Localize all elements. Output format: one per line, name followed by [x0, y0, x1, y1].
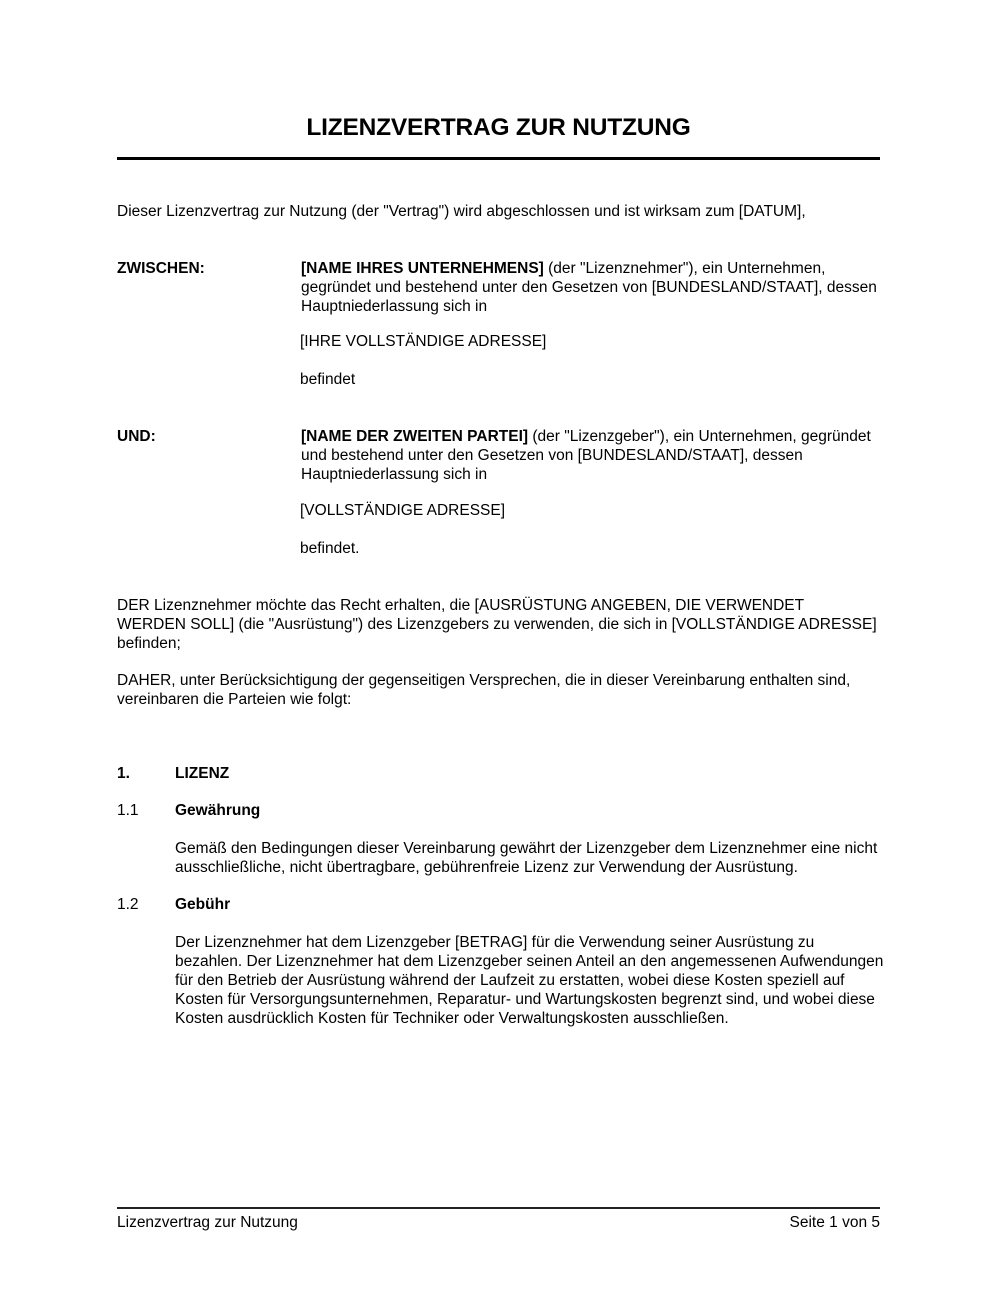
party-1-text: (der "Lizenznehmer"), ein Unternehmen, gegründet und bestehend unter den Gesetzen von [BUNDESLAND/STAAT], dessen Hauptniederlassung sich in: [301, 260, 877, 315]
party-label-zwischen: ZWISCHEN:: [117, 260, 205, 277]
party-2-closing: befindet.: [300, 540, 360, 557]
recital-paragraph-1: DER Lizenznehmer möchte das Recht erhalten, die [AUSRÜSTUNG ANGEBEN, DIE VERWENDET WERDEN SOLL] (die "Ausrüstung") des Lizenzgebers zu verwenden, die sich in [VOLLSTÄNDIGE ADRESSE] befinden;: [117, 597, 877, 652]
intro-paragraph: Dieser Lizenzvertrag zur Nutzung (der "Vertrag") wird abgeschlossen und ist wirksam zum [DATUM],: [117, 203, 806, 220]
party-2-address: [VOLLSTÄNDIGE ADRESSE]: [300, 502, 506, 519]
subsection-1-1-title: Gewährung: [175, 802, 261, 819]
section-1-title: LIZENZ: [175, 765, 230, 782]
document-title: LIZENZVERTRAG ZUR NUTZUNG: [306, 114, 691, 141]
subsection-1-2-title: Gebühr: [175, 896, 231, 913]
recital-paragraph-2: DAHER, unter Berücksichtigung der gegenseitigen Versprechen, die in dieser Vereinbarung enthalten sind, vereinbaren die Parteien wie folgt:: [117, 672, 851, 708]
party-2-description: [301, 427, 881, 484]
party-1-closing: befindet: [300, 371, 356, 388]
subsection-1-1-number: 1.1: [117, 802, 139, 819]
footer-page-number: Seite 1 von 5: [789, 1214, 880, 1231]
footer-document-name: Lizenzvertrag zur Nutzung: [117, 1214, 298, 1231]
party-2-text: (der "Lizenzgeber"), ein Unternehmen, gegründet und bestehend unter den Gesetzen von [BUNDESLAND/STAAT], dessen Hauptniederlassung sich in: [301, 428, 871, 483]
title-divider: [117, 157, 880, 160]
party-1-address: [IHRE VOLLSTÄNDIGE ADRESSE]: [300, 333, 547, 350]
subsection-1-1-text: Gemäß den Bedingungen dieser Vereinbarung gewährt der Lizenzgeber dem Lizenznehmer eine nicht ausschließliche, nicht übertragbare, gebührenfreie Lizenz zur Verwendung der Ausrüstung.: [175, 840, 878, 876]
party-2-name: [NAME DER ZWEITEN PARTEI]: [301, 428, 529, 445]
section-1-number: 1.: [117, 765, 130, 782]
subsection-1-2-number: 1.2: [117, 896, 139, 913]
party-1-name: [NAME IHRES UNTERNEHMENS]: [301, 260, 544, 277]
subsection-1-2-text: Der Lizenznehmer hat dem Lizenzgeber [BETRAG] für die Verwendung seiner Ausrüstung zu bezahlen. Der Lizenznehmer hat dem Lizenzgeber seinen Anteil an den angemessenen Aufwendungen für den Betrieb der Ausrüstung während der Laufzeit zu erstatten, wobei diese Kosten speziell auf Kosten für Versorgungsunternehmen, Reparatur- und Wartungskosten begrenzt sind, und wobei diese Kosten ausdrücklich Kosten für Techniker oder Verwaltungskosten ausschließen.: [175, 934, 884, 1027]
party-1-description: [301, 259, 881, 316]
footer-divider: [117, 1207, 880, 1209]
party-label-und: UND:: [117, 428, 156, 445]
